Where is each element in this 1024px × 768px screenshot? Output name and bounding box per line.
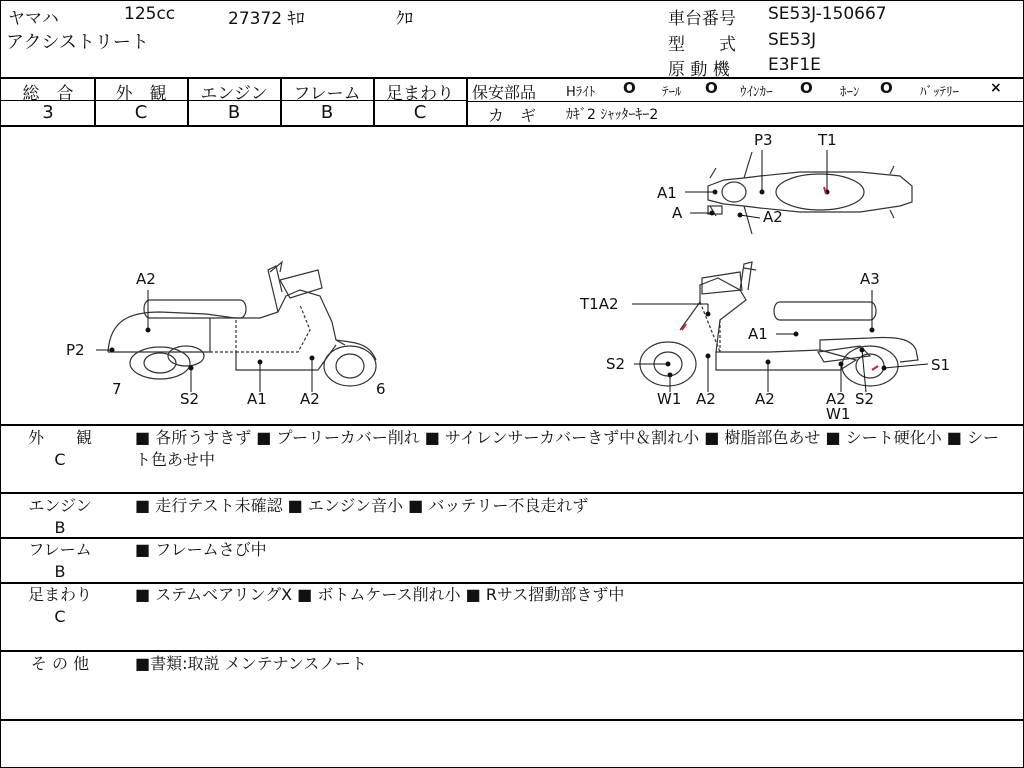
section-text: ■ 走行テスト未確認 ■ エンジン音小 ■ バッテリー不良走れず xyxy=(135,496,589,515)
divider xyxy=(0,492,1024,494)
model-name: アクシストリート xyxy=(6,32,149,53)
displacement: 125cc xyxy=(124,4,176,24)
grade-header-engine: エンジン xyxy=(200,84,268,104)
label-p3: P3 xyxy=(754,131,773,149)
engine-value: E3F1E xyxy=(768,55,821,75)
label-s1: S1 xyxy=(931,356,951,374)
section-label: 外 観 xyxy=(27,428,92,447)
section-grade: B xyxy=(54,518,66,537)
maker: ヤマハ xyxy=(8,9,59,29)
section-text: ■ 各所うすきず ■ プーリーカバー削れ ■ サイレンサーカバーきず中＆割れ小 ■ 樹脂部色あせ ■ シート硬化小 ■ シート色あせ中 xyxy=(135,428,1000,469)
grade-value-total: 3 xyxy=(42,102,54,123)
label-a-top: A xyxy=(672,204,683,222)
label-s2-right: S2 xyxy=(606,355,626,373)
color: ｸﾛ xyxy=(396,9,413,29)
grade-value-suspension: C xyxy=(413,102,427,123)
grade-header-exterior: 外 観 xyxy=(115,84,167,104)
label-a1-left: A1 xyxy=(247,390,267,408)
label-w1-right-2: W1 xyxy=(826,405,851,423)
divider xyxy=(0,650,1024,652)
label-a2-top: A2 xyxy=(763,208,783,226)
safety-mark-battery: × xyxy=(990,80,1002,96)
label-a1-right: A1 xyxy=(748,325,768,343)
frame-no: SE53J-150667 xyxy=(768,4,887,24)
section-label: そ の 他 xyxy=(30,654,90,673)
grade-value-engine: B xyxy=(227,102,241,123)
section-label: 足まわり xyxy=(27,585,92,604)
section-label: エンジン xyxy=(28,496,92,515)
label-t1-top: T1 xyxy=(818,131,837,149)
label-a1-top: A1 xyxy=(657,184,677,202)
label-a2-right-3: A2 xyxy=(826,390,846,408)
safety-item-winker: ｳｲﾝｶｰ xyxy=(740,85,773,100)
divider xyxy=(0,424,1024,426)
safety-mark-horn: O xyxy=(880,79,893,97)
section-text: ■ フレームさび中 xyxy=(135,540,267,559)
section-grade: C xyxy=(54,450,66,469)
grade-header-total: 総 合 xyxy=(22,84,74,104)
frame-no-label: 車台番号 xyxy=(668,9,736,29)
divider xyxy=(0,719,1024,721)
key-value: ｶｷﾞ2 ｼｬｯﾀｰｷｰ2 xyxy=(566,107,659,123)
section-text: ■書類:取説 メンテナンスノート xyxy=(135,654,367,673)
label-p2: P2 xyxy=(66,341,85,359)
label-a2-right-1: A2 xyxy=(696,390,716,408)
section-text: ■ ステムベアリングX ■ ボトムケース削れ小 ■ Rサス摺動部きず中 xyxy=(135,585,625,604)
safety-mark-winker: O xyxy=(800,79,813,97)
label-s2-right-2: S2 xyxy=(855,390,875,408)
label-a2-left-top: A2 xyxy=(136,270,156,288)
safety-item-horn: ﾎｰﾝ xyxy=(840,85,860,100)
mileage: 27372 ｷﾛ xyxy=(228,9,305,29)
divider xyxy=(466,101,1024,102)
type-label: 型 式 xyxy=(668,35,736,55)
section-grade: B xyxy=(54,562,66,581)
grade-header-suspension: 足まわり xyxy=(386,84,454,104)
safety-item-tail: ﾃｰﾙ xyxy=(662,85,682,100)
safety-mark-headlight: O xyxy=(623,79,636,97)
type-value: SE53J xyxy=(768,30,817,50)
label-w1-right: W1 xyxy=(657,390,682,408)
grade-header-frame: フレーム xyxy=(293,84,361,104)
label-t1a2: T1A2 xyxy=(580,295,619,313)
section-grade: C xyxy=(54,607,66,626)
safety-label: 保安部品 xyxy=(472,83,537,102)
label-a2-left-bottom: A2 xyxy=(300,390,320,408)
engine-label: 原 動 機 xyxy=(668,60,730,80)
label-s2-left: S2 xyxy=(180,390,200,408)
safety-item-headlight: Hﾗｲﾄ xyxy=(566,85,596,100)
key-label: カ ギ xyxy=(488,106,537,125)
section-label: フレーム xyxy=(28,540,92,559)
label-a2-right-2: A2 xyxy=(755,390,775,408)
label-a3: A3 xyxy=(860,270,880,288)
grade-value-frame: B xyxy=(320,102,334,123)
safety-item-battery: ﾊﾞｯﾃﾘｰ xyxy=(920,85,959,100)
safety-mark-tail: O xyxy=(705,79,718,97)
scooter-top-view xyxy=(708,152,912,234)
label-six: 6 xyxy=(376,380,386,398)
grade-value-exterior: C xyxy=(134,102,148,123)
label-seven: 7 xyxy=(112,380,122,398)
